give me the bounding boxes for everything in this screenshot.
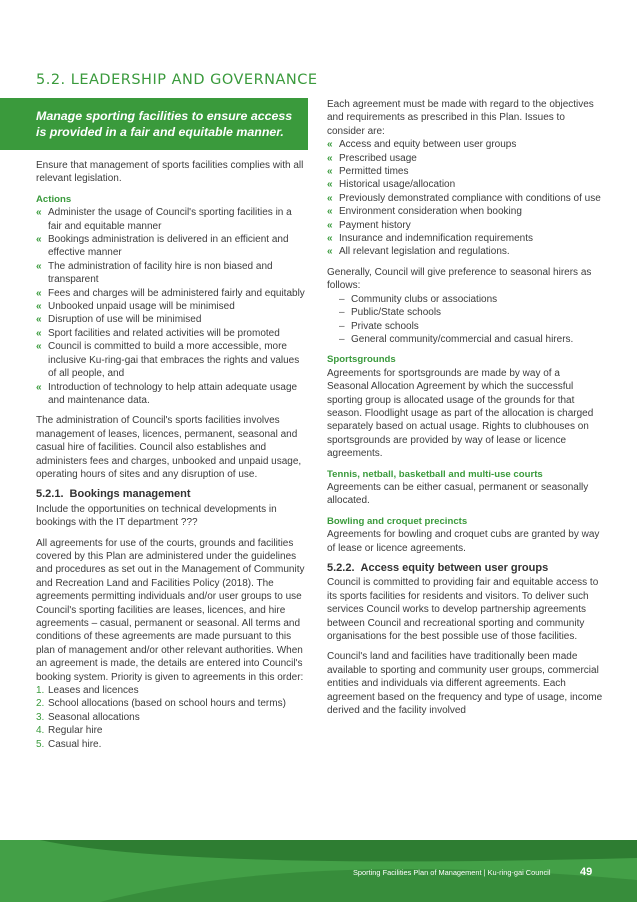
- callout-box: Manage sporting facilities to ensure access is provided in a fair and equitable manner.: [0, 98, 308, 150]
- list-item: – Community clubs or associations: [327, 293, 603, 306]
- list-item: – General community/commercial and casual hirers.: [327, 333, 603, 346]
- list-item: « Payment history: [327, 219, 603, 232]
- list-item: « Sport facilities and related activities will be promoted: [36, 327, 308, 340]
- administration-paragraph: The administration of Council's sports facilities involves management of leases, licences, permanent, seasonal and casual hire of facilities. Council also establishes and administers fees and charges, unbooked and unpaid usage, operating hours of sites and any disruption of use.: [36, 415, 302, 480]
- agreements-paragraph: All agreements for use of the courts, grounds and facilities covered by this Plan are administered under the guidelines and procedures as set out in the Management of Community and Recreation Land and Facilities Policy (2018). The agreements permitting individuals and/or user groups to use Council's sporting facilities are leases, licences, and hire agreements – casual, permanent or seasonal. All terms and conditions of these agreements are made pursuant to this plan of management and/or other relevant authorities. When an agreement is made, the details are entered into Council's booking system. Priority is given to agreements in this order:: [36, 537, 305, 683]
- list-item: « Previously demonstrated compliance with conditions of use: [327, 192, 603, 205]
- list-number: 1.: [36, 685, 45, 697]
- courts-heading: Tennis, netball, basketball and multi-use courts: [327, 468, 543, 480]
- preference-list: [327, 293, 603, 347]
- land-paragraph: Council's land and facilities have traditionally been made available to sporting and community user groups, commercial entities and individuals via different agreements. Each agreement based on the frequency and type of usage, income derived and the facility involved: [327, 651, 603, 717]
- list-item: « Council is committed to build a more accessible, more inclusive Ku-ring-gai that embraces the rights and values of all people, and: [36, 340, 308, 380]
- list-number: 4.: [36, 725, 45, 737]
- list-item: « Prescribed usage: [327, 152, 603, 165]
- list-number: 5.: [36, 738, 45, 750]
- list-item: [36, 697, 308, 710]
- list-item: – Private schools: [327, 320, 603, 333]
- list-item: « Permitted times: [327, 165, 603, 178]
- list-text: Leases and licences: [48, 685, 139, 697]
- access-paragraph: Council is committed to providing fair and equitable access to its sports facilities for residents and visitors. To deliver such services Council works to develop partnership agreements between Council and recreational sporting and community organisations for the best possible use of those facilities.: [327, 577, 599, 643]
- list-number: 2.: [36, 698, 45, 710]
- sportsgrounds-heading: Sportsgrounds: [327, 354, 396, 366]
- list-item: « Environment consideration when booking: [327, 205, 603, 218]
- section-title: 5.2. LEADERSHIP AND GOVERNANCE: [36, 72, 318, 88]
- heading-text: Access equity between user groups: [360, 562, 549, 574]
- intro-paragraph: Ensure that management of sports facilities complies with all relevant legislation.: [36, 160, 304, 185]
- each-agreement-paragraph: Each agreement must be made with regard to the objectives and requirements as prescribed in this Plan. Issues to consider are:: [327, 99, 594, 137]
- list-item: « Historical usage/allocation: [327, 178, 603, 191]
- list-item: – Public/State schools: [327, 306, 603, 319]
- left-column: [36, 98, 308, 758]
- list-text: Casual hire.: [48, 738, 102, 750]
- list-item: « Introduction of technology to help attain adequate usage and maintenance data.: [36, 381, 308, 408]
- list-item: « The administration of facility hire is non biased and transparent: [36, 260, 308, 287]
- bowling-paragraph: Agreements for bowling and croquet cubs are granted by way of lease or licence agreements.: [327, 529, 600, 554]
- list-text: Seasonal allocations: [48, 711, 140, 723]
- preference-paragraph: Generally, Council will give preference to seasonal hirers as follows:: [327, 266, 592, 292]
- section-number: 5.2.2.: [327, 562, 355, 574]
- list-item: [36, 738, 308, 751]
- list-item: « Insurance and indemnification requirements: [327, 232, 603, 245]
- list-number: 3.: [36, 711, 45, 723]
- actions-list: [36, 206, 308, 407]
- page-number: 49: [580, 866, 593, 878]
- list-item: « Unbooked unpaid usage will be minimised: [36, 300, 308, 313]
- list-item: « Disruption of use will be minimised: [36, 313, 308, 326]
- bookings-heading: [36, 488, 308, 501]
- list-text: Regular hire: [48, 725, 103, 737]
- list-text: School allocations (based on school hours and terms): [48, 698, 286, 710]
- list-item: [36, 684, 308, 697]
- actions-heading: Actions: [36, 193, 72, 205]
- list-item: « Administer the usage of Council's sporting facilities in a fair and equitable manner: [36, 206, 308, 233]
- list-item: « Bookings administration is delivered in an efficient and effective manner: [36, 233, 308, 260]
- list-item: « Fees and charges will be administered fairly and equitably: [36, 287, 308, 300]
- list-item: « All relevant legislation and regulations.: [327, 245, 603, 258]
- bowling-heading: Bowling and croquet precincts: [327, 515, 468, 527]
- list-item: [36, 711, 308, 724]
- access-equity-heading: [327, 562, 603, 575]
- courts-paragraph: Agreements can be either casual, permanent or seasonally allocated.: [327, 481, 589, 507]
- sportsgrounds-paragraph: Agreements for sportsgrounds are made by way of a Seasonal Allocation Agreement by which the successful sporting group is allocated usage of the grounds for that season. Floodlight usage as part of the allocation is charged separately based on actual usage. Rights to clubhouses on sportsgrounds are provided by way of lease or licence agreements.: [327, 367, 594, 460]
- section-number: 5.2.1.: [36, 488, 64, 501]
- list-item: [36, 724, 308, 737]
- issues-list: [327, 138, 603, 259]
- footer-text: Sporting Facilities Plan of Management | Ku-ring-gai Council: [353, 868, 551, 877]
- priority-list: [36, 684, 308, 751]
- bookings-note: Include the opportunities on technical developments in bookings with the IT department ???: [36, 503, 277, 529]
- list-item: « Access and equity between user groups: [327, 138, 603, 151]
- heading-text: Bookings management: [69, 488, 191, 501]
- right-column: [327, 98, 603, 724]
